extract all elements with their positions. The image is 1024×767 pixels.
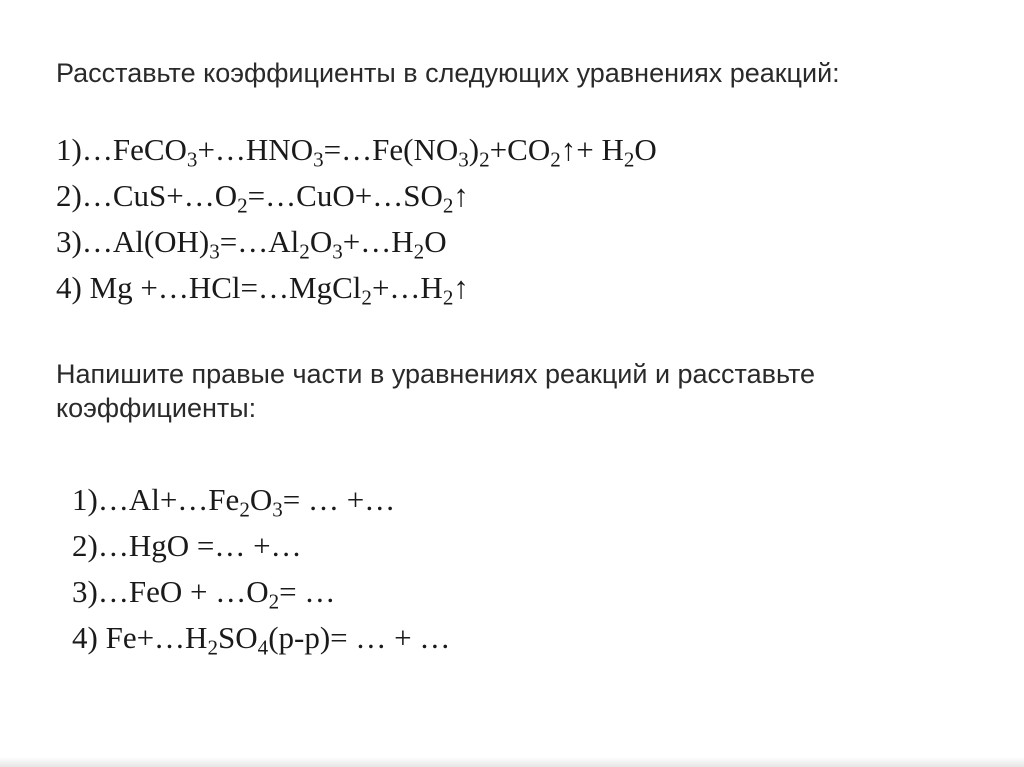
equation-text: 3)…Al(OH) [56, 224, 210, 259]
equation-text: =…CuO+…SO [247, 178, 443, 213]
equation-subscript: 3 [332, 239, 343, 264]
equation-line [72, 569, 450, 615]
equation-text: O [424, 224, 447, 259]
equation-text: O [634, 132, 657, 167]
equation-line [56, 127, 657, 173]
equation-subscript: 2 [479, 147, 490, 172]
equation-subscript: 2 [413, 239, 425, 264]
equation-text: +CO [489, 132, 551, 167]
equation-subscript: 2 [550, 147, 561, 172]
equation-text: +…HNO [197, 132, 314, 167]
task-1-equation-list [56, 127, 657, 311]
equation-subscript: 2 [237, 193, 248, 218]
equation-text: +…H [342, 224, 414, 259]
equation-subscript: 2 [361, 285, 372, 310]
equation-text: (р-р)= … + … [268, 620, 451, 655]
equation-text: ↑+ H [560, 132, 624, 167]
equation-text: 4) Fe+…H [72, 620, 208, 655]
equation-line [72, 523, 450, 569]
equation-text: +…H [371, 270, 443, 305]
equation-subscript: 2 [207, 635, 218, 660]
task-1-heading: Расставьте коэффициенты в следующих уравнениях реакций: [56, 58, 840, 88]
equation-text: 1)…FeCO [56, 132, 187, 167]
equation-text: 2)…HgO =… +… [72, 528, 302, 563]
task-2-equation-list [72, 477, 450, 661]
equation-text: =…Al [219, 224, 300, 259]
equation-subscript: 2 [442, 193, 454, 218]
equation-text: O [309, 224, 333, 259]
equation-text: ↑ [453, 270, 469, 305]
equation-subscript: 2 [239, 497, 250, 522]
equation-subscript: 3 [313, 147, 324, 172]
equation-subscript: 3 [458, 147, 469, 172]
equation-text: 1)…Al+…Fe [72, 482, 240, 517]
slide-bottom-shadow [0, 757, 1024, 767]
equation-text: = … +… [282, 482, 396, 517]
equation-text: = … [279, 574, 336, 609]
equation-subscript: 2 [299, 239, 310, 264]
equation-subscript: 2 [623, 147, 635, 172]
equation-subscript: 2 [268, 589, 280, 614]
equation-subscript: 3 [272, 497, 283, 522]
equation-text: 4) Mg +…HCl=…MgCl [56, 270, 362, 305]
equation-subscript: 3 [186, 147, 198, 172]
equation-text: ) [468, 132, 480, 167]
equation-subscript: 4 [257, 635, 269, 660]
equation-line [56, 173, 657, 219]
equation-line [72, 477, 450, 523]
equation-text: =…Fe(NO [323, 132, 459, 167]
equation-text: 2)…CuS+…O [56, 178, 238, 213]
equation-text: SO [218, 620, 258, 655]
equation-text: ↑ [453, 178, 469, 213]
equation-line [56, 219, 657, 265]
equation-line [56, 265, 657, 311]
equation-subscript: 2 [442, 285, 454, 310]
equation-text: 3)…FeO + …O [72, 574, 269, 609]
task-2-heading: Напишите правые части в уравнениях реакций и расставьте коэффициенты: [56, 359, 816, 423]
equation-subscript: 3 [209, 239, 220, 264]
equation-text: O [249, 482, 273, 517]
equation-line [72, 615, 450, 661]
